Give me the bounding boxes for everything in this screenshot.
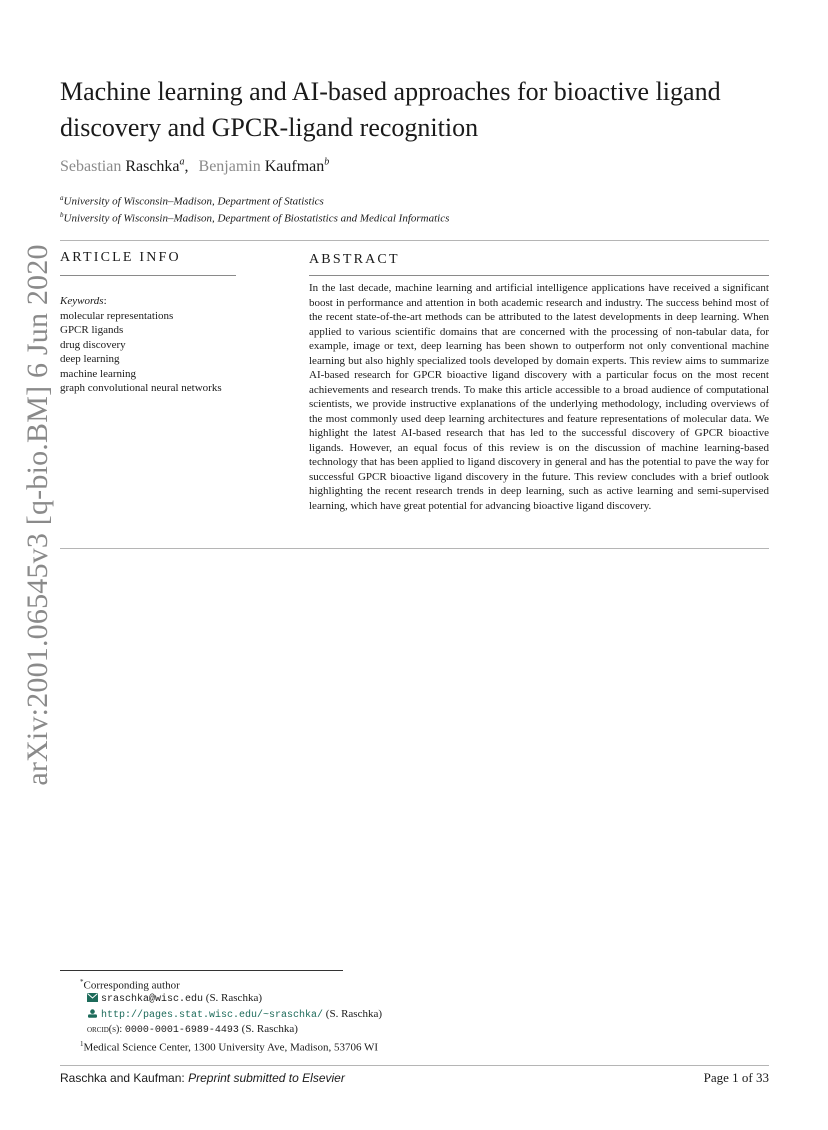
orcid-label: orcid(s): <box>87 1024 123 1035</box>
author-1 <box>60 158 185 175</box>
keyword-item: deep learning <box>60 353 120 365</box>
email-address[interactable]: sraschka@wisc.edu <box>101 994 204 1005</box>
affiliation-a-mark: a <box>60 194 64 202</box>
author-list <box>60 157 329 176</box>
affiliation-a <box>60 194 324 208</box>
keywords-label: Keywords <box>60 295 104 307</box>
corresponding-text: Corresponding author <box>83 979 180 992</box>
author-separator: , <box>184 158 189 176</box>
affiliation-a-text: University of Wisconsin–Madison, Department of Statistics <box>63 195 324 208</box>
keyword-item: machine learning <box>60 367 137 380</box>
keyword-item: molecular representations <box>60 309 174 322</box>
orcid-owner: (S. Raschka) <box>241 1023 298 1035</box>
corresponding-mark: * <box>80 978 84 986</box>
footer-rule <box>60 1065 769 1066</box>
email-owner: (S. Raschka) <box>205 992 262 1004</box>
email-line <box>87 991 262 1007</box>
abstract-text: In the last decade, machine learning and artificial intelligence applications have received a significant boost in performance and attention in both academic research and industry. The success behind most of the recent state-of-the-art methods can be attributed to the latest developments in deep learning. When applied to various scientific domains that are concerned with the processing of non-tabular data, for example, image or text, deep learning has been shown to outperform not only conventional machine learning but also highly specialized tools developed by domain experts. This review aims to summarize AI-based research for GPCR bioactive ligand discovery with a particular focus on the most recent achievements and research trends. To make this article accessible to a broad audience of computational scientists, we provide instructive explanations of the underlying methodology, including overviews of the most commonly used deep learning architectures and feature representations of molecular data. We highlight the latest AI-based research that has led to the successful discovery of GPCR bioactive ligands. However, an equal focus of this review is on the discussion of machine learning-based technology that has been applied to ligand discovery in general and has the potential to pave the way for successful GPCR bioactive ligand discovery in the future. This review concludes with a brief outlook highlighting the recent research trends in deep learning, such as active learning and semi-supervised learning, which have great potential for advancing bioactive ligand discovery. <box>309 282 769 512</box>
abstract-heading: ABSTRACT <box>309 252 400 267</box>
keyword-item: drug discovery <box>60 338 126 351</box>
author-1-affil-mark: a <box>179 157 185 168</box>
paper-title: Machine learning and AI-based approaches for bioactive ligand discovery and GPCR-ligand recognition <box>60 77 721 142</box>
running-footer <box>60 1071 345 1085</box>
homepage-owner: (S. Raschka) <box>325 1008 383 1020</box>
homepage-line <box>87 1007 382 1023</box>
orcid-id[interactable]: 0000-0001-6989-4493 <box>124 1025 239 1036</box>
author-2-first-name: Benjamin <box>198 158 261 176</box>
header-divider <box>60 240 769 241</box>
person-icon <box>87 1009 98 1018</box>
author-2 <box>199 158 330 175</box>
address-mark: 1 <box>80 1040 84 1048</box>
page-number: Page 1 of 33 <box>703 1070 769 1085</box>
keyword-item: graph convolutional neural networks <box>60 382 222 394</box>
address-text: Medical Science Center, 1300 University Ave, Madison, 53706 WI <box>83 1041 379 1054</box>
abstract-rule <box>309 275 769 276</box>
author-1-first-name: Sebastian <box>60 158 122 176</box>
abstract-divider <box>60 548 769 549</box>
author-2-affil-mark: b <box>324 157 330 168</box>
footer-venue: Preprint submitted to Elsevier <box>188 1071 345 1085</box>
homepage-link[interactable]: http://pages.stat.wisc.edu/~sraschka/ <box>101 1010 324 1021</box>
orcid-line <box>87 1022 298 1038</box>
footnote-rule <box>60 970 343 971</box>
footer-authors: Raschka and Kaufman: <box>60 1071 185 1085</box>
article-info-heading: ARTICLE INFO <box>60 250 181 265</box>
corresponding-author-note <box>80 975 180 993</box>
keywords-block: Keywords: molecular representations GPCR ligands drug discovery deep learning machine learning graph convolutional neural networks <box>60 294 300 396</box>
envelope-icon <box>87 993 98 1002</box>
affiliation-b-mark: b <box>60 211 64 219</box>
affiliation-b-text: University of Wisconsin–Madison, Department of Biostatistics and Medical Informatics <box>63 212 450 225</box>
author-1-last-name: Raschka <box>125 158 180 176</box>
keyword-item: GPCR ligands <box>60 324 124 336</box>
address-note <box>80 1037 378 1055</box>
author-2-last-name: Kaufman <box>264 158 325 176</box>
arxiv-stamp-text: arXiv:2001.06545v3 [q-bio.BM] 6 Jun 2020 <box>21 244 54 786</box>
article-info-rule <box>60 275 236 276</box>
affiliation-b <box>60 211 449 225</box>
